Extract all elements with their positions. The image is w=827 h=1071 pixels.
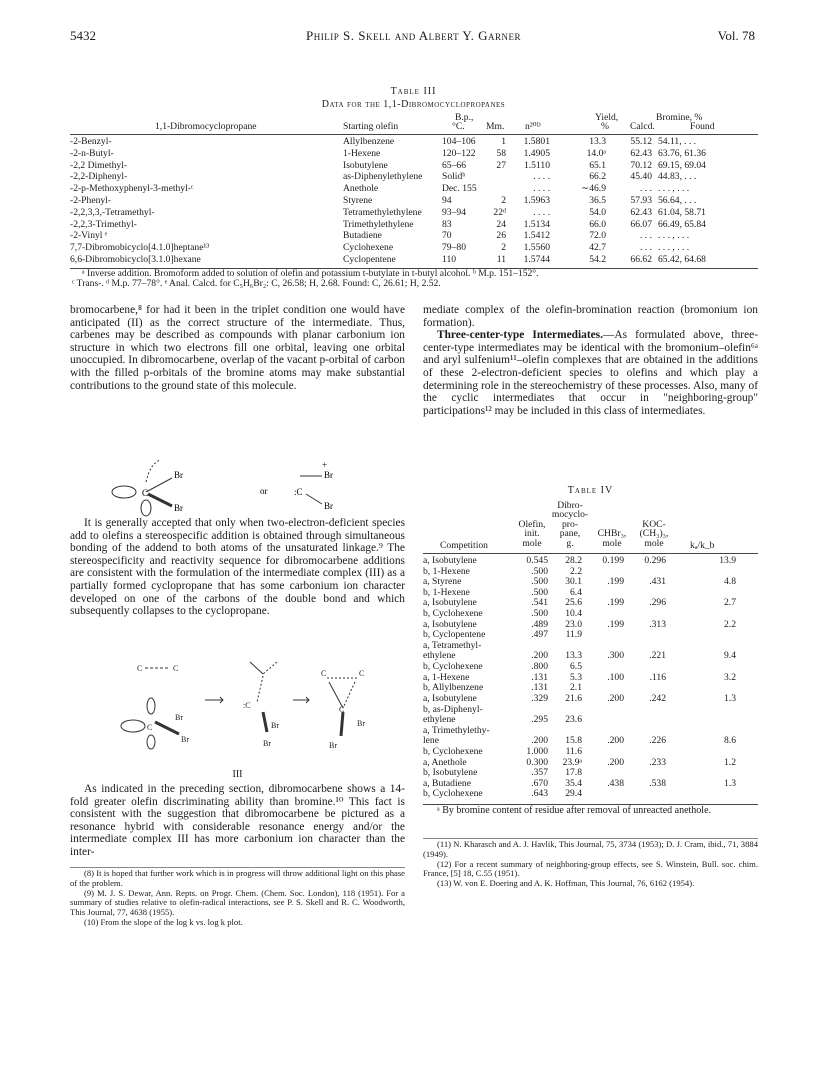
table4-row xyxy=(0,694,827,705)
table4-header-kakb: kₐ/k_b xyxy=(690,540,715,551)
table3-cell-compound: -2,2-Diphenyl- xyxy=(70,171,128,183)
table3-cell-olefin: Cyclohexene xyxy=(343,242,394,254)
table4-cell-koc: .431 xyxy=(649,576,666,588)
table4-cell-g: 10.4 xyxy=(565,608,582,620)
table4-cell-label: ethylene xyxy=(423,650,456,662)
table4-header-koc-line-2: mole xyxy=(644,538,664,549)
table3-cell-calcd: 62.43 xyxy=(630,206,652,218)
table3-cell-yield: 66.2 xyxy=(589,171,606,183)
table3-cell-yield: 36.5 xyxy=(589,195,606,206)
table3-cell-compound: -2-p-Methoxyphenyl-3-methyl-ᶜ xyxy=(70,183,194,195)
br-label-lower: Br xyxy=(174,503,183,513)
table4-cell-chbr3: .300 xyxy=(607,650,624,662)
table3-cell-mm: 22ᵈ xyxy=(493,206,506,218)
structure-br-4: Br xyxy=(263,739,271,748)
c-colon-label: :C xyxy=(294,487,303,497)
table3-cell-found: 66.49, 65.84 xyxy=(658,218,706,230)
table4-cell-g: 25.6 xyxy=(565,597,582,609)
table3-cell-found: 69.15, 69.04 xyxy=(658,159,706,171)
table4-cell-koc: .313 xyxy=(649,618,666,630)
table3-cell-bp: 70 xyxy=(442,230,452,242)
table4-cell-g: 11.6 xyxy=(565,745,582,757)
table3-cell-calcd: 57.93 xyxy=(630,195,652,206)
table4-cell-label: b, Cyclopentene xyxy=(423,629,486,641)
table4-cell-chbr3: .200 xyxy=(607,735,624,747)
table4-cell-chbr3: .199 xyxy=(607,576,624,588)
table4-cell-chbr3: .199 xyxy=(607,618,624,630)
table3-cell-found: . . . , . . . xyxy=(658,183,690,195)
table3-cell-mm: 58 xyxy=(496,147,506,159)
section-heading-three-center: Three-center-type Intermediates. xyxy=(437,329,603,342)
table4-cell-k: 2.7 xyxy=(724,597,736,609)
table4-cell-olefin: .329 xyxy=(531,692,548,704)
table3-cell-compound: -2,2,3-Trimethyl- xyxy=(70,218,137,230)
table3-cell-nd: 1.5560 xyxy=(523,242,550,254)
table3-cell-compound: -2-Benzyl- xyxy=(70,136,112,147)
table3-cell-nd: 1.5801 xyxy=(523,136,550,147)
table3-cell-yield: 54.0 xyxy=(589,206,606,218)
table4-row xyxy=(0,736,827,747)
table3-header-compound: 1,1-Dibromocyclopropane xyxy=(155,121,257,132)
table3-cell-found: 56.64, . . . xyxy=(658,195,697,206)
table4-caption: Table IV xyxy=(567,485,614,496)
footnote-9: (9) M. J. S. Dewar, Ann. Repts. on Progr. Chem. (Chem. Soc. London), 118 (1951). For a summary of studies relative to olefin-radical interactions, see P. S. Skell and R. C. Woodworth, This Journal, 77, 4638 (1955). xyxy=(70,887,405,918)
table3-cell-mm: 26 xyxy=(496,230,506,242)
table4-cell-label: ethylene xyxy=(423,714,456,726)
table4-row xyxy=(0,726,827,737)
table3-cell-calcd: 66.07 xyxy=(630,218,652,230)
table4-cell-chbr3: .200 xyxy=(607,692,624,704)
table3-cell-bp: 94 xyxy=(442,195,452,206)
table4-header-dibromo-line-0: Dibro- xyxy=(557,499,583,511)
table4-cell-g: 29.4 xyxy=(565,788,582,800)
table4-cell-label: b, Isobutylene xyxy=(423,767,478,779)
table4-cell-olefin: .500 xyxy=(531,586,548,598)
table3-cell-nd: 1.5110 xyxy=(523,159,550,171)
table4-row xyxy=(0,577,827,588)
table4-cell-g: 28.2 xyxy=(565,555,582,566)
structure-c-6: C xyxy=(339,705,345,714)
structure-br-6: Br xyxy=(329,741,337,750)
table3-header-bp-top: B.p., xyxy=(455,112,474,123)
table3-cell-olefin: Styrene xyxy=(343,195,373,206)
table4-row xyxy=(0,715,827,726)
table4-cell-k: 13.9 xyxy=(719,555,736,566)
table3-header-bromine-top: Bromine, % xyxy=(656,112,703,123)
table4-header-chbr3-line-1: mole xyxy=(602,538,622,549)
page-number: 5432 xyxy=(70,28,96,43)
table3-header-yield-top: Yield, xyxy=(595,112,619,123)
table4-cell-g: 6.4 xyxy=(570,586,582,598)
table3-cell-compound: -2,2 Dimethyl- xyxy=(70,159,128,171)
table4-cell-koc: .538 xyxy=(649,777,666,789)
table4-cell-g: 13.3 xyxy=(565,650,582,662)
table3-header-mm: Mm. xyxy=(486,121,505,132)
table3-cell-nd: 1.5134 xyxy=(523,218,550,230)
table4-cell-g: 21.6 xyxy=(565,692,582,704)
structure-br-5: Br xyxy=(357,719,365,728)
table3-cell-mm: 2 xyxy=(501,242,506,254)
table3-cell-mm: 2 xyxy=(501,195,506,206)
table3-cell-compound: -2-Phenyl- xyxy=(70,195,112,206)
table3-cell-nd: . . . . xyxy=(533,206,550,218)
br-plus-label: Br xyxy=(324,470,333,480)
structure-br-3: Br xyxy=(271,721,279,730)
table3-cell-nd: 1.4905 xyxy=(523,147,550,159)
left-col-para1: bromocarbene,⁸ for had it been in the triplet condition one would have anticipated (II) as the correct structure of the intermediate. Thus, carbenes may be described as compounds with planar carbonium ion structure in which two electrons fill one orbital, leaving one orbital unoccupied. In dibromocarbene, overlap of the vacant p-orbital of carbon with the filled p-orbitals of the bromine atoms may make substantial contributions to the ground state of this molecule. xyxy=(70,304,405,392)
table3-cell-olefin: Isobutylene xyxy=(343,159,388,171)
table3-cell-yield: ∼46.9 xyxy=(581,183,606,195)
table3-cell-compound: -2-n-Butyl- xyxy=(70,147,114,159)
table4-cell-chbr3: .100 xyxy=(607,671,624,683)
table4-cell-label: a, 1-Hexene xyxy=(423,671,470,683)
table3-footnote-1: ᵃ Inverse addition. Bromoform added to solution of olefin and potassium t-butylate in t-butyl alcohol. ᵇ M.p. 151–152°. xyxy=(82,268,539,279)
table4-row xyxy=(0,662,827,673)
table3-cell-compound: 6,6-Dibromobicyclo[3.1.0]hexane xyxy=(70,254,201,265)
table4-cell-olefin: .200 xyxy=(531,735,548,747)
footnote-8: (8) It is hoped that further work which is in progress will throw additional light on this phase of the problem. xyxy=(70,868,405,888)
table3-cell-olefin: 1-Hexene xyxy=(343,147,381,159)
table4-cell-label: a, Isobutylene xyxy=(423,692,477,704)
table4-cell-label: b, 1-Hexene xyxy=(423,586,470,598)
structure-c-2: C xyxy=(173,664,179,673)
table3-cell-nd: 1.5412 xyxy=(523,230,550,242)
table4-row xyxy=(0,630,827,641)
table4-row xyxy=(0,609,827,620)
footnote-11: (11) N. Kharasch and A. J. Havlik, This Journal, 75, 3734 (1953); D. J. Cram, ibid., 71, 3884 (1949). xyxy=(423,839,758,859)
table4-cell-g: 15.8 xyxy=(565,735,582,747)
table3-cell-nd: 1.5744 xyxy=(523,254,550,265)
table4-cell-label: a, Isobutylene xyxy=(423,597,477,609)
table4-cell-g: 6.5 xyxy=(570,661,582,673)
table4-cell-olefin: .497 xyxy=(531,629,548,641)
table4-cell-k: 8.6 xyxy=(724,735,736,747)
table4-cell-koc: 0.296 xyxy=(644,555,666,566)
table4-cell-olefin: .643 xyxy=(531,788,548,800)
table4-row xyxy=(0,705,827,716)
table3-cell-calcd: 55.12 xyxy=(630,136,652,147)
table4-footnote: ᵃ By bromine content of residue after removal of unreacted anethole. xyxy=(437,805,712,816)
table4-cell-k: 4.8 xyxy=(724,576,736,588)
table4-cell-olefin: .500 xyxy=(531,608,548,620)
table3-header-found: Found xyxy=(690,121,715,132)
table4-header-competition: Competition xyxy=(440,540,488,551)
table4-header-dibromo-line-3: pane, xyxy=(559,528,581,540)
table4-row xyxy=(0,567,827,578)
table3-cell-bp: 93–94 xyxy=(442,206,466,218)
table4-row xyxy=(0,768,827,779)
structure-c-4: C xyxy=(321,669,327,678)
table3-cell-olefin: as-Diphenylethylene xyxy=(343,171,423,183)
table4-cell-olefin: .295 xyxy=(531,714,548,726)
table4-cell-label: a, Anethole xyxy=(423,756,467,768)
table4-cell-g: 23.9ᵃ xyxy=(562,756,582,768)
left-col-para2: It is generally accepted that only when two-electron-deficient species add to olefins a stereospecific addition is obtained through simultaneous bonding of the addend to both atoms of the unsaturated linkage.⁹ The stereospecificity and reactivity sequence for dibromocarbene additions are consistent with the formulation of the intermediate complex (III) as a partially formed cyclopropane that has some carbonium ion character developed on one of the carbons of the double bond and which subsequently collapses to the cyclopropane. xyxy=(70,517,405,618)
table3-cell-calcd: 45.40 xyxy=(630,171,652,183)
table3-cell-mm: 24 xyxy=(496,218,506,230)
table4-header-chbr3-line-0: CHBr₃, xyxy=(597,528,627,540)
table3-cell-yield: 13.3 xyxy=(589,136,606,147)
table4-cell-chbr3: .438 xyxy=(607,777,624,789)
table4-cell-g: 35.4 xyxy=(565,777,582,789)
table3-header-calcd: Calcd. xyxy=(630,121,655,132)
table3-cell-yield: 54.2 xyxy=(589,254,606,265)
table3-header-nd: n²⁰ᴰ xyxy=(525,121,541,132)
table4-cell-label: a, Tetramethyl- xyxy=(423,639,482,651)
table4-cell-olefin: .357 xyxy=(531,767,548,779)
table3-cell-yield: 72.0 xyxy=(589,230,606,242)
structure-c-3: C xyxy=(147,723,153,732)
table4-cell-label: b, 1-Hexene xyxy=(423,565,470,577)
table4-cell-olefin: .500 xyxy=(531,565,548,577)
table3-title: Data for the 1,1-Dibromocyclopropanes xyxy=(321,99,506,110)
table4-cell-koc: .242 xyxy=(649,692,666,704)
table4-cell-label: b, Cyclohexene xyxy=(423,788,483,800)
table4-cell-chbr3: .200 xyxy=(607,756,624,768)
table4-row xyxy=(0,747,827,758)
table4-header-koc-line-1: (CH₃)₃, xyxy=(639,528,669,540)
table4-row xyxy=(0,683,827,694)
table4-cell-koc: .226 xyxy=(649,735,666,747)
table4-cell-k: 3.2 xyxy=(724,671,736,683)
table4-cell-label: a, Isobutylene xyxy=(423,555,477,566)
table3-cell-bp: Solidᵇ xyxy=(442,171,466,183)
table4-cell-k: 9.4 xyxy=(724,650,736,662)
table4-row xyxy=(0,651,827,662)
table3-cell-bp: 110 xyxy=(442,254,457,265)
footnote-10: (10) From the slope of the log k vs. log k plot. xyxy=(84,916,243,927)
table4-cell-olefin: 1.000 xyxy=(526,745,548,757)
table4-cell-g: 5.3 xyxy=(570,671,582,683)
table4-row xyxy=(0,789,827,800)
table4-cell-koc: .116 xyxy=(649,671,666,683)
table4-cell-label: b, Cyclohexene xyxy=(423,745,483,757)
table3-cell-compound: 7,7-Dibromobicyclo[4.1.0]heptane¹³ xyxy=(70,242,210,254)
table4-row xyxy=(0,556,827,567)
table3-cell-found: 61.04, 58.71 xyxy=(658,206,706,218)
table3-cell-found: 65.42, 64.68 xyxy=(658,254,706,265)
table4-cell-label: b, Cyclohexene xyxy=(423,661,483,673)
table4-cell-label: b, Allylbenzene xyxy=(423,682,484,694)
table4-cell-olefin: .489 xyxy=(531,618,548,630)
br-label-upper: Br xyxy=(174,470,183,480)
table4-cell-label: b, as-Diphenyl- xyxy=(423,703,483,715)
table4-cell-olefin: .200 xyxy=(531,650,548,662)
table3-cell-calcd: 66.62 xyxy=(630,254,652,265)
table3-cell-yield: 42.7 xyxy=(589,242,606,254)
table4-cell-g: 23.6 xyxy=(565,714,582,726)
table3-header-bp-c: °C. xyxy=(452,121,465,132)
table4-cell-label: a, Butadiene xyxy=(423,777,471,789)
table4-row xyxy=(0,673,827,684)
table3-cell-found: 63.76, 61.36 xyxy=(658,147,706,159)
table4-cell-olefin: 0.300 xyxy=(526,756,548,768)
table4-cell-label: lene xyxy=(423,735,439,747)
table3-cell-yield: 14.0ᵃ xyxy=(586,147,606,159)
table4-cell-olefin: .500 xyxy=(531,576,548,588)
table4-cell-k: 1.2 xyxy=(724,756,736,768)
table3-caption: Table III xyxy=(390,86,437,97)
table3-cell-olefin: Allylbenzene xyxy=(343,136,395,147)
table3-cell-bp: 79–80 xyxy=(442,242,466,254)
table4-cell-koc: .233 xyxy=(649,756,666,768)
table3-cell-olefin: Butadiene xyxy=(343,230,382,242)
table4-cell-olefin: .670 xyxy=(531,777,548,789)
table3-cell-mm: 1 xyxy=(501,136,506,147)
table3-cell-olefin: Trimethylethylene xyxy=(343,218,414,230)
footnote-12: (12) For a recent summary of neighboring-group effects, see S. Winstein, Bull. soc. chim. France, [5] 18, C.55 (1951). xyxy=(423,858,758,879)
table3-cell-nd: 1.5963 xyxy=(523,195,550,206)
table3-cell-bp: 120–122 xyxy=(442,147,476,159)
table4-cell-olefin: 0.545 xyxy=(526,555,548,566)
table3-cell-calcd: . . . xyxy=(640,183,652,195)
table3-cell-found: 44.83, . . . xyxy=(658,171,697,183)
table4-cell-chbr3: 0.199 xyxy=(602,555,624,566)
right-col-para1: mediate complex of the olefin-bromination reaction (bromonium ion formation). xyxy=(423,304,758,329)
table4-header-olefin-line-2: mole xyxy=(522,538,542,549)
table4-cell-g: 23.0 xyxy=(565,618,582,630)
table3-cell-nd: . . . . xyxy=(533,183,550,195)
table3-cell-found: . . . , . . . xyxy=(658,242,690,254)
table4-cell-label: a, Trimethylethy- xyxy=(423,724,490,736)
right-col-para2: Three-center-type Intermediates.—As formulated above, three-center-type intermediates may be identical with the bromonium–olefin⁶ᵃ and aryl sulfenium¹¹–olefin complexes that are obtained in the additions of these 2-electron-deficient species to olefins and which play a determining role in the stereochemistry of these processes. Also, many of the cyclic intermediates that occur in "neighboring-group" participations¹² may be included in this class of intermediates. xyxy=(423,329,758,417)
table3-cell-found: 54.11, . . . xyxy=(658,136,697,147)
table4-header-dibromo-line-1: mocyclo- xyxy=(551,509,589,521)
structure-br-2: Br xyxy=(181,735,189,744)
table3-cell-mm: 27 xyxy=(496,159,506,171)
structure-br-1: Br xyxy=(175,713,183,722)
table4-cell-label: b, Cyclohexene xyxy=(423,608,483,620)
table4-cell-label: a, Styrene xyxy=(423,576,462,588)
table4-cell-g: 17.8 xyxy=(565,767,582,779)
table4-cell-olefin: .131 xyxy=(531,682,548,694)
table4-header-rule xyxy=(423,553,758,554)
table4-cell-koc: .221 xyxy=(649,650,666,662)
table3-cell-olefin: Cyclopentene xyxy=(343,254,396,265)
table3-cell-bp: 65–66 xyxy=(442,159,466,171)
table4-row xyxy=(0,588,827,599)
carbon-label: C xyxy=(142,488,149,498)
table3-cell-mm: 11 xyxy=(496,254,506,265)
table3-cell-calcd: . . . xyxy=(640,230,652,242)
structure-c-1: C xyxy=(137,664,143,673)
table3-footnote-2: ᶜ Trans-. ᵈ M.p. 77–78°. ᵉ Anal. Calcd. for C₅H₆Br₂: C, 26.58; H, 2.68. Found: C, 26.61; H, 2.52. xyxy=(72,278,441,289)
table4-cell-g: 30.1 xyxy=(565,576,582,588)
or-label: or xyxy=(260,486,268,496)
table4-cell-olefin: .800 xyxy=(531,661,548,673)
running-header-authors: Philip S. Skell and Albert Y. Garner xyxy=(306,28,521,43)
table3-cell-calcd: 70.12 xyxy=(630,159,652,171)
figure-label-III: III xyxy=(232,769,243,780)
table4-cell-k: 1.3 xyxy=(724,777,736,789)
table4-header-olefin-line-0: Olefin, xyxy=(518,518,546,530)
footnotes-right xyxy=(423,840,758,889)
table3-cell-calcd: 62.43 xyxy=(630,147,652,159)
table3-cell-bp: 104–106 xyxy=(442,136,476,147)
table4-row xyxy=(0,620,827,631)
table4-cell-label: a, Isobutylene xyxy=(423,618,477,630)
table4-cell-g: 2.2 xyxy=(570,565,582,577)
br-lower-label: Br xyxy=(324,501,333,511)
table3-header-yield-pct: % xyxy=(601,121,609,132)
table4-header-koc-line-0: KOC- xyxy=(642,518,666,530)
table3-cell-found: . . . , . . . xyxy=(658,230,690,242)
table4-row xyxy=(0,758,827,769)
table3-header-olefin: Starting olefin xyxy=(343,121,399,132)
structure-c-colon: :C xyxy=(243,701,251,710)
table4-row xyxy=(0,641,827,652)
table3-cell-bp: 83 xyxy=(442,218,452,230)
left-col-para3: As indicated in the preceding section, dibromocarbene shows a 14-fold greater olefin discriminating ability than bromine.¹⁰ This fact is consistent with the suggestion that dibromocarbene be pictured as a resonance hybrid with considerable resonance energy and/or the intermediate complex III has more carbonium ion character than the inter- xyxy=(70,783,405,858)
table4-cell-koc: .296 xyxy=(649,597,666,609)
table3-cell-calcd: . . . xyxy=(640,242,652,254)
table4-header-dibromo-line-2: pro- xyxy=(562,518,578,530)
table4-cell-olefin: .541 xyxy=(531,597,548,609)
table4-header-dibromo-line-4: g. xyxy=(566,538,574,549)
table3-cell-compound: -2-Vinyl ᵉ xyxy=(70,230,108,242)
table4-row xyxy=(0,598,827,609)
table4-row xyxy=(0,779,827,790)
table3-cell-yield: 65.1 xyxy=(589,159,606,171)
table4-cell-chbr3: .199 xyxy=(607,597,624,609)
volume-label: Vol. 78 xyxy=(717,28,755,43)
structure-c-5: C xyxy=(359,669,365,678)
table4-cell-g: 11.9 xyxy=(565,629,582,641)
footnote-13: (13) W. von E. Doering and A. K. Hoffman, This Journal, 76, 6162 (1954). xyxy=(437,878,695,889)
table3-cell-nd: . . . . xyxy=(533,171,550,183)
table3-cell-bp: Dec. 155 xyxy=(442,183,477,195)
table3-cell-olefin: Tetramethylethylene xyxy=(343,206,422,218)
table4-cell-g: 2.1 xyxy=(570,682,582,694)
table4-cell-k: 1.3 xyxy=(724,692,736,704)
table4-header-olefin-line-1: init. xyxy=(524,528,540,540)
table4-cell-k: 2.2 xyxy=(724,618,736,630)
table4-cell-olefin: .131 xyxy=(531,671,548,683)
table3-cell-olefin: Anethole xyxy=(343,183,379,195)
table3-cell-compound: -2,2,3,3,-Tetramethyl- xyxy=(70,206,155,218)
table3-cell-yield: 66.0 xyxy=(589,218,606,230)
plus-charge: + xyxy=(322,460,328,470)
